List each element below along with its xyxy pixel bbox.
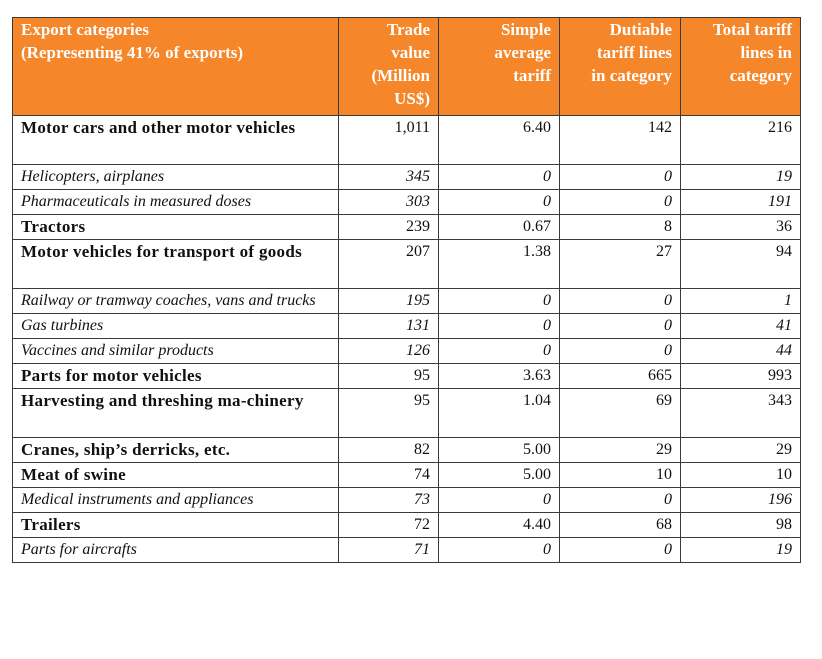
row-total-lines: 216 — [681, 116, 801, 165]
row-dutiable-lines: 0 — [560, 538, 681, 563]
row-trade-value: 303 — [339, 190, 439, 215]
row-trade-value: 239 — [339, 215, 439, 240]
table-body — [13, 116, 801, 563]
row-total-lines: 10 — [681, 463, 801, 488]
table-row — [13, 438, 801, 463]
export-tariff-table — [12, 17, 801, 563]
row-category: Pharmaceuticals in measured doses — [13, 190, 339, 215]
row-simple-average-tariff: 0 — [439, 190, 560, 215]
row-category: Cranes, ship’s derricks, etc. — [13, 438, 339, 463]
row-total-lines: 1 — [681, 289, 801, 314]
row-trade-value: 72 — [339, 513, 439, 538]
row-simple-average-tariff: 6.40 — [439, 116, 560, 165]
row-dutiable-lines: 10 — [560, 463, 681, 488]
header-col2-line2: value — [391, 43, 430, 62]
table-row — [13, 190, 801, 215]
row-trade-value: 74 — [339, 463, 439, 488]
table-row — [13, 116, 801, 165]
row-category: Tractors — [13, 215, 339, 240]
row-total-lines: 36 — [681, 215, 801, 240]
row-dutiable-lines: 0 — [560, 165, 681, 190]
header-col4-line2: tariff lines — [596, 43, 672, 62]
table-row — [13, 165, 801, 190]
table-row — [13, 463, 801, 488]
row-total-lines: 44 — [681, 339, 801, 364]
row-simple-average-tariff: 1.38 — [439, 240, 560, 289]
row-simple-average-tariff: 5.00 — [439, 463, 560, 488]
row-trade-value: 131 — [339, 314, 439, 339]
row-total-lines: 29 — [681, 438, 801, 463]
row-simple-average-tariff: 5.00 — [439, 438, 560, 463]
header-col3-line1: Simple — [500, 20, 551, 39]
row-category: Trailers — [13, 513, 339, 538]
row-trade-value: 73 — [339, 488, 439, 513]
row-trade-value: 71 — [339, 538, 439, 563]
table-row — [13, 314, 801, 339]
row-category: Meat of swine — [13, 463, 339, 488]
row-trade-value: 95 — [339, 364, 439, 389]
header-total-tariff-lines — [681, 18, 801, 116]
row-total-lines: 191 — [681, 190, 801, 215]
row-trade-value: 195 — [339, 289, 439, 314]
header-simple-average-tariff — [439, 18, 560, 116]
row-dutiable-lines: 0 — [560, 488, 681, 513]
row-total-lines: 993 — [681, 364, 801, 389]
row-total-lines: 343 — [681, 389, 801, 438]
row-trade-value: 126 — [339, 339, 439, 364]
table-row — [13, 513, 801, 538]
row-total-lines: 196 — [681, 488, 801, 513]
table-row — [13, 488, 801, 513]
row-category: Harvesting and threshing ma-chinery — [13, 389, 339, 438]
row-simple-average-tariff: 0 — [439, 538, 560, 563]
row-total-lines: 19 — [681, 538, 801, 563]
row-dutiable-lines: 0 — [560, 339, 681, 364]
header-col4-line3: in category — [591, 66, 672, 85]
table-row — [13, 389, 801, 438]
row-simple-average-tariff: 0 — [439, 314, 560, 339]
row-trade-value: 345 — [339, 165, 439, 190]
row-dutiable-lines: 0 — [560, 314, 681, 339]
row-dutiable-lines: 27 — [560, 240, 681, 289]
row-dutiable-lines: 0 — [560, 190, 681, 215]
header-col3-line2: average — [494, 43, 551, 62]
row-total-lines: 41 — [681, 314, 801, 339]
header-trade-value — [339, 18, 439, 116]
row-category: Parts for aircrafts — [13, 538, 339, 563]
header-col5-line2: lines in — [740, 43, 792, 62]
row-simple-average-tariff: 0 — [439, 165, 560, 190]
row-dutiable-lines: 142 — [560, 116, 681, 165]
row-total-lines: 98 — [681, 513, 801, 538]
header-col2-line4: US$) — [394, 89, 430, 108]
row-simple-average-tariff: 3.63 — [439, 364, 560, 389]
header-col5-line3: category — [729, 66, 792, 85]
header-col1-line2: (Representing 41% of exports) — [21, 43, 244, 62]
row-simple-average-tariff: 4.40 — [439, 513, 560, 538]
row-trade-value: 95 — [339, 389, 439, 438]
row-total-lines: 94 — [681, 240, 801, 289]
row-simple-average-tariff: 0 — [439, 339, 560, 364]
header-col2-line3: (Million — [371, 66, 430, 85]
row-dutiable-lines: 0 — [560, 289, 681, 314]
table-row — [13, 364, 801, 389]
table-row — [13, 240, 801, 289]
header-col3-line3: tariff — [513, 66, 551, 85]
row-dutiable-lines: 29 — [560, 438, 681, 463]
table-row — [13, 339, 801, 364]
table-row — [13, 215, 801, 240]
header-col2-line1: Trade — [386, 20, 430, 39]
row-dutiable-lines: 69 — [560, 389, 681, 438]
table-row — [13, 289, 801, 314]
header-row — [13, 18, 801, 116]
row-category: Motor cars and other motor vehicles — [13, 116, 339, 165]
row-simple-average-tariff: 0.67 — [439, 215, 560, 240]
header-dutiable-tariff-lines — [560, 18, 681, 116]
row-trade-value: 82 — [339, 438, 439, 463]
row-category: Parts for motor vehicles — [13, 364, 339, 389]
row-simple-average-tariff: 0 — [439, 289, 560, 314]
row-dutiable-lines: 665 — [560, 364, 681, 389]
header-export-categories — [13, 18, 339, 116]
row-trade-value: 207 — [339, 240, 439, 289]
table-header — [13, 18, 801, 116]
row-category: Helicopters, airplanes — [13, 165, 339, 190]
table-row — [13, 538, 801, 563]
row-total-lines: 19 — [681, 165, 801, 190]
header-col1-line1: Export categories — [21, 20, 149, 39]
row-simple-average-tariff: 0 — [439, 488, 560, 513]
row-category: Motor vehicles for transport of goods — [13, 240, 339, 289]
header-col5-line1: Total tariff — [712, 20, 792, 39]
row-category: Railway or tramway coaches, vans and trucks — [13, 289, 339, 314]
row-category: Vaccines and similar products — [13, 339, 339, 364]
row-simple-average-tariff: 1.04 — [439, 389, 560, 438]
row-category: Gas turbines — [13, 314, 339, 339]
row-dutiable-lines: 8 — [560, 215, 681, 240]
header-col4-line1: Dutiable — [609, 20, 672, 39]
row-dutiable-lines: 68 — [560, 513, 681, 538]
row-category: Medical instruments and appliances — [13, 488, 339, 513]
row-trade-value: 1,011 — [339, 116, 439, 165]
